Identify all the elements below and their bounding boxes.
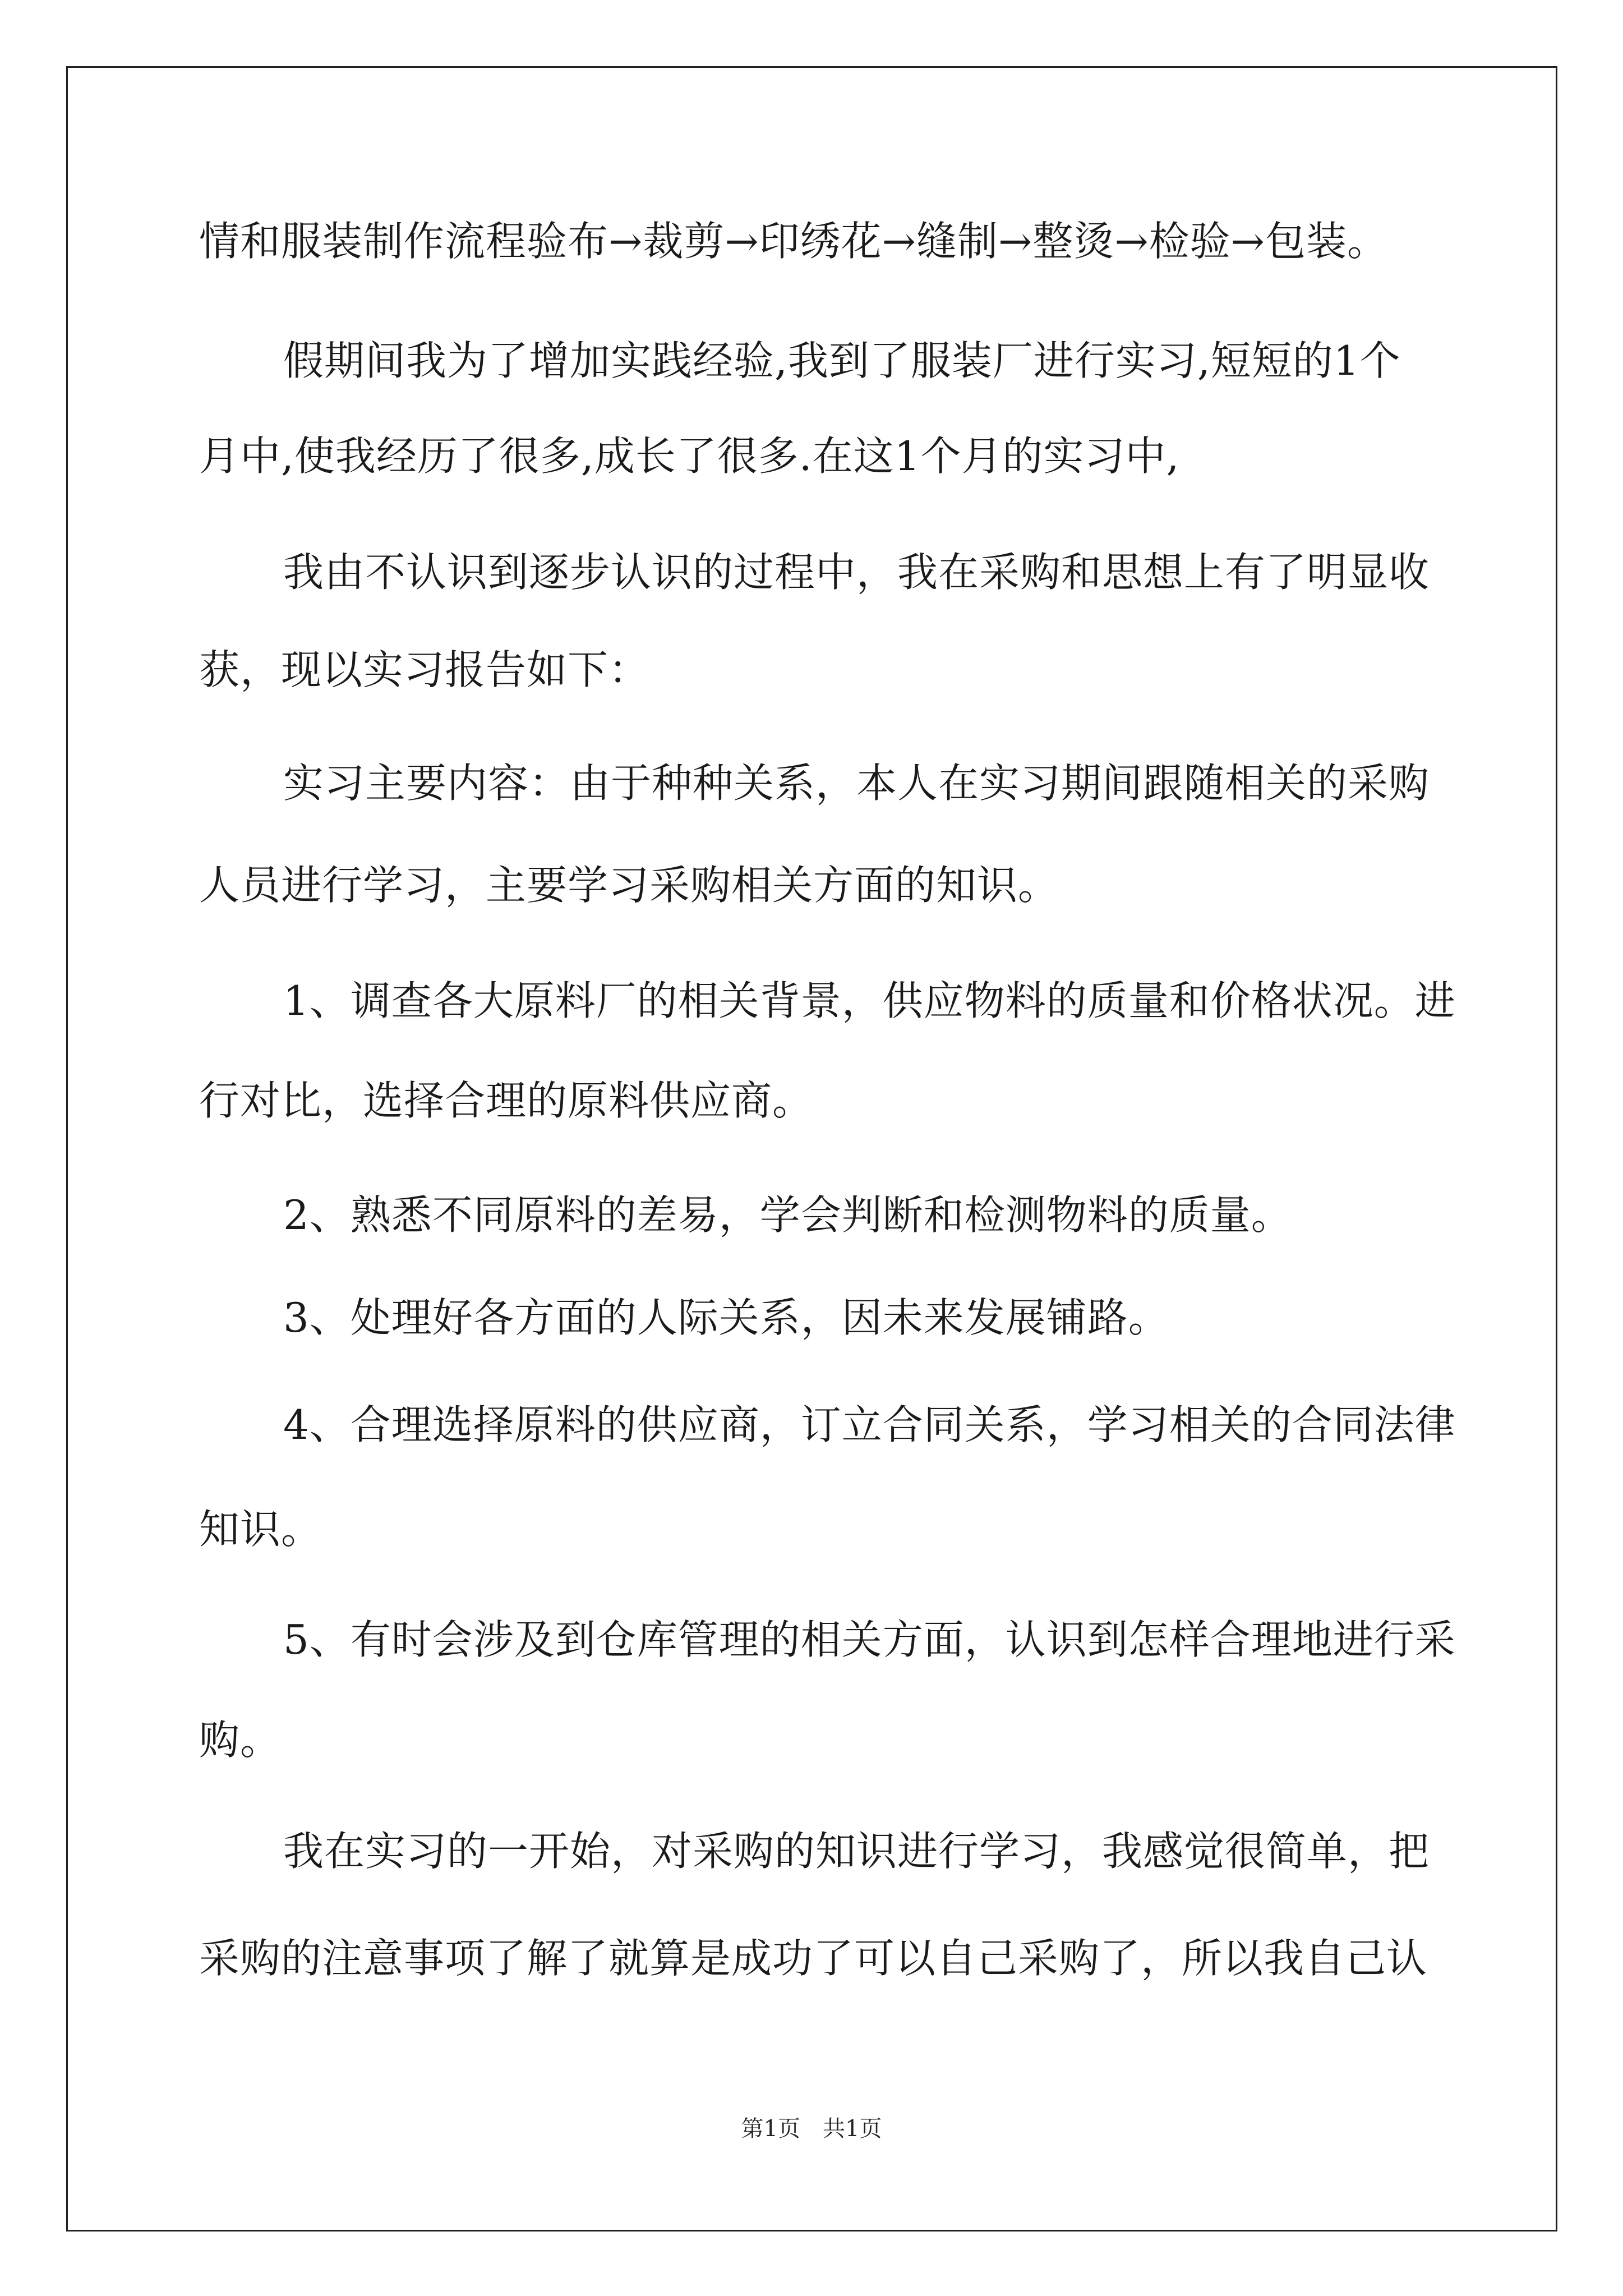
text-line-14: 5、有时会涉及到仓库管理的相关方面，认识到怎样合理地进行采 <box>283 1616 1456 1663</box>
text-line-3: 月中,使我经历了很多,成长了很多.在这1个月的实习中, <box>199 432 1180 480</box>
text-line-12: 4、合理选择原料的供应商，订立合同关系，学习相关的合同法律 <box>283 1401 1456 1448</box>
text-line-1: 情和服装制作流程验布→裁剪→印绣花→缝制→整烫→检验→包装。 <box>199 218 1388 265</box>
text-line-10: 2、熟悉不同原料的差易，学会判断和检测物料的质量。 <box>283 1191 1292 1239</box>
text-line-13: 知识。 <box>199 1506 322 1553</box>
page-footer: 第1页 共1页 <box>741 2116 882 2142</box>
text-line-4: 我由不认识到逐步认识的过程中，我在采购和思想上有了明显收 <box>283 549 1430 596</box>
text-line-6: 实习主要内容：由于种种关系，本人在实习期间跟随相关的采购 <box>283 760 1430 807</box>
text-line-5: 获，现以实习报告如下： <box>199 646 650 693</box>
text-line-15: 购。 <box>199 1717 282 1764</box>
text-line-7: 人员进行学习，主要学习采购相关方面的知识。 <box>199 862 1059 909</box>
page-border <box>66 66 1557 2231</box>
text-line-8: 1、调查各大原料厂的相关背景，供应物料的质量和价格状况。进 <box>283 977 1456 1024</box>
text-line-2: 假期间我为了增加实践经验,我到了服装厂进行实习,短短的1个 <box>283 337 1401 384</box>
text-line-17: 采购的注意事项了解了就算是成功了可以自己采购了，所以我自己认 <box>199 1935 1428 1982</box>
text-line-11: 3、处理好各方面的人际关系，因未来发展铺路。 <box>283 1294 1169 1341</box>
text-line-16: 我在实习的一开始，对采购的知识进行学习，我感觉很简单，把 <box>283 1828 1430 1875</box>
text-line-9: 行对比，选择合理的原料供应商。 <box>199 1077 814 1124</box>
